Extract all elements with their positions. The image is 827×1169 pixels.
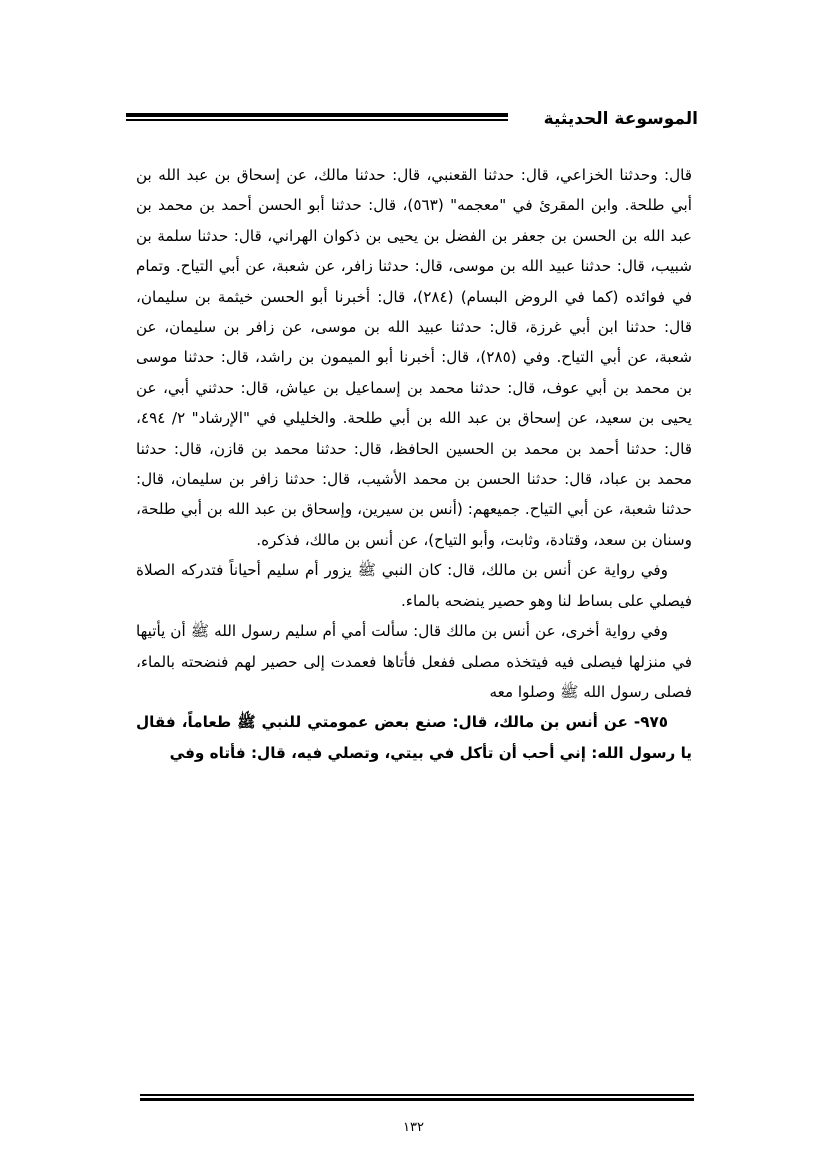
paragraph-riwaya-1: وفي رواية عن أنس بن مالك، قال: كان النبي ﷺ يزور أم سليم أحياناً فتدركه الصلاة فيصلي على بساط لنا وهو حصير ينضحه بالماء. [136,561,692,610]
paragraph-hadith-975: ٩٧٥- عن أنس بن مالك، قال: صنع بعض عمومتي للنبي ﷺ طعاماً، فقال يا رسول الله: إني أحب أن تأكل في بيتي، وتصلي فيه، قال: فأتاه وفي [136,713,692,762]
body-text [136,160,692,768]
paragraph-isnad: قال: وحدثنا الخزاعي، قال: حدثنا القعنبي، قال: حدثنا مالك، عن إسحاق بن عبد الله بن أبي طلحة. وابن المقرئ في "معجمه" (٥٦٣)، قال: حدثنا أبو الحسن أحمد بن محمد بن عبد الله بن الحسن بن جعفر بن الفضل بن يحيى بن ذكوان الهراني، قال: حدثنا سلمة بن شبيب، قال: حدثنا عبيد الله بن موسى، قال: حدثنا زافر، عن شعبة، عن أبي التياح. وتمام في فوائده (كما في الروض البسام) (٢٨٤)، قال: أخبرنا أبو الحسن خيثمة بن سليمان، قال: حدثنا ابن أبي غرزة، قال: حدثنا عبيد الله بن موسى، عن زافر بن سليمان، عن شعبة، عن أبي التياح. وفي (٢٨٥)، قال: أخبرنا أبو الميمون بن راشد، قال: حدثنا موسى بن محمد بن أبي عوف، قال: حدثنا محمد بن إسماعيل بن عياش، قال: حدثني أبي، عن يحيى بن سعيد، عن إسحاق بن عبد الله بن أبي طلحة. والخليلي في "الإرشاد" ٢/ ٤٩٤، قال: حدثنا أحمد بن محمد بن الحسين الحافظ، قال: حدثنا محمد بن قازن، قال: حدثنا محمد بن عباد، قال: حدثنا الحسن بن محمد الأشيب، قال: حدثنا زافر بن سليمان، قال: حدثنا شعبة، عن أبي التياح. جميعهم: (أنس بن سيرين، وإسحاق بن عبد الله بن أبي طلحة، وسنان بن سعد، وقتادة، وثابت، وأبو التياح)، عن أنس بن مالك، فذكره. [136,166,692,549]
running-head-title: الموسوعة الحديثية [538,104,698,134]
page-number: ١٣٢ [403,1120,424,1135]
footer-rule [140,1094,694,1101]
paragraph-riwaya-2: وفي رواية أخرى، عن أنس بن مالك قال: سألت أمي أم سليم رسول الله ﷺ أن يأتيها في منزلها فيصلى فيه فيتخذه مصلى ففعل فأتاها فعمدت إلى حصير لهم فنضحته بالماء، فصلى رسول الله ﷺ وصلوا معه [136,622,692,701]
header-rule [130,113,508,121]
header-rule-end [126,113,170,121]
page-header [130,104,698,134]
